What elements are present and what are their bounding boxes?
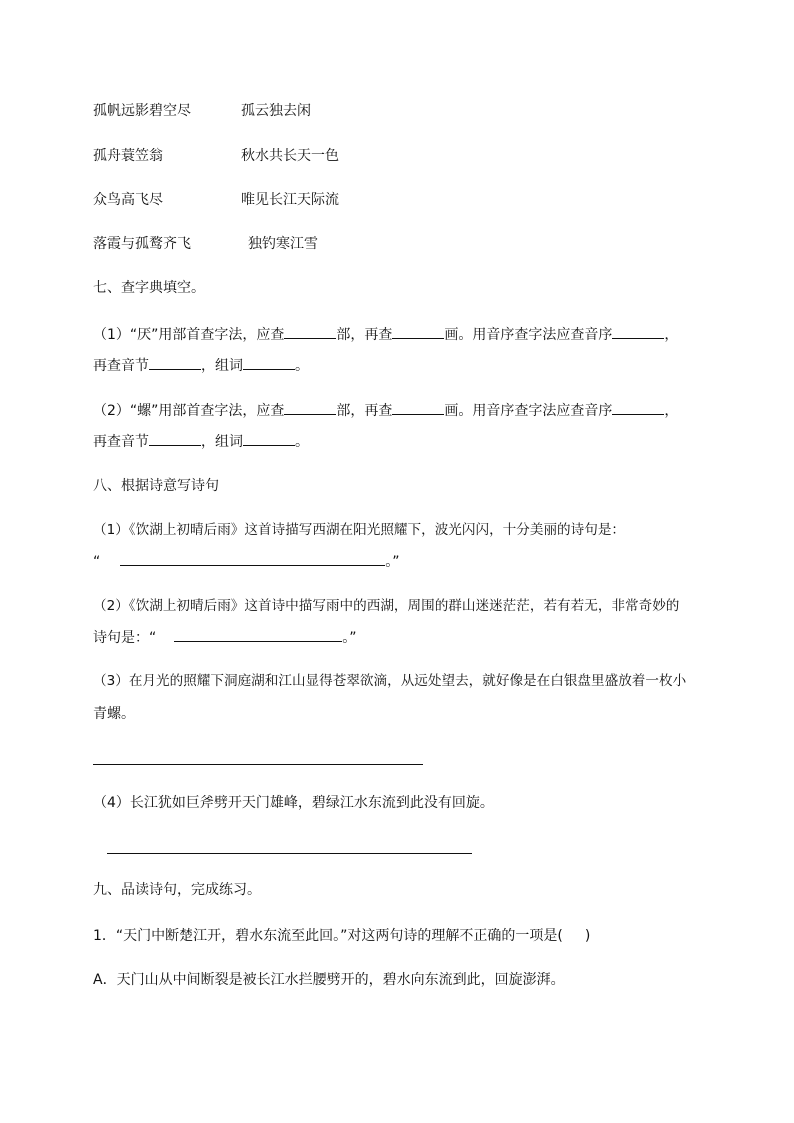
s7-q1-text-b: 部，再查 [336, 327, 393, 343]
match-left-3: 众鸟高飞尽 [93, 192, 163, 208]
section-8-title: 八、根据诗意写诗句 [93, 478, 219, 494]
s7-q2-radical-blank[interactable] [284, 400, 336, 415]
s8-q1-text: （1）《饮湖上初晴后雨》这首诗描写西湖在阳光照耀下，波光闪闪，十分美丽的诗句是： [93, 522, 626, 538]
s7-q1-letter-blank[interactable] [612, 324, 664, 339]
s8-q1-answer-blank[interactable] [120, 551, 385, 566]
s8-q2-answer-blank[interactable] [174, 627, 342, 642]
s7-q1-text-e: 再查音节 [93, 358, 149, 374]
match-left-1: 孤帆远影碧空尽 [93, 103, 191, 119]
match-left-4: 落霞与孤鹜齐飞 [93, 236, 191, 252]
match-right-4: 独钓寒江雪 [248, 236, 318, 252]
s7-q2-text-c: 画。用音序查字法应查音序 [444, 403, 613, 419]
s7-q1-text-g: 。 [295, 358, 309, 374]
s8-q3-text: （3）在月光的照耀下洞庭湖和江山显得苍翠欲滴，从远处望去，就好像是在白银盘里盛放着一枚小 [93, 673, 687, 689]
match-left-2: 孤舟蓑笠翁 [93, 148, 163, 164]
s7-q1-word-blank[interactable] [243, 355, 295, 370]
s8-q4-answer-line[interactable] [107, 853, 472, 854]
s9-q1-close-paren: ) [584, 928, 591, 944]
s7-q1-syllable-blank[interactable] [149, 355, 201, 370]
match-right-3: 唯见长江天际流 [241, 192, 339, 208]
s7-q1-line1 [93, 324, 678, 345]
s8-q3-text-2: 青螺。 [93, 706, 135, 722]
s7-q2-line1 [93, 400, 678, 421]
s9-option-a: A．天门山从中间断裂是被长江水拦腰劈开的，碧水向东流到此，回旋澎湃。 [93, 972, 565, 988]
section-7-title: 七、查字典填空。 [93, 280, 205, 296]
s7-q1-text-d: ， [664, 327, 679, 343]
s8-q3-answer-line[interactable] [93, 764, 423, 765]
s7-q2-line2 [93, 431, 309, 452]
s8-q2-lead: 诗句是：“ [93, 630, 157, 646]
s8-q1-close-quote: 。” [385, 554, 400, 570]
s7-q1-text-f: ，组词 [201, 358, 243, 374]
s8-q1-answer-line [93, 551, 400, 572]
match-right-1: 孤云独去闲 [241, 103, 311, 119]
s7-q2-text-a: （2）“螺”用部首查字法，应查 [93, 403, 285, 419]
s7-q1-text-a: （1）“厌”用部首查字法，应查 [93, 327, 285, 343]
s9-q1-stem: 1．“天门中断楚江开，碧水东流至此回。”对这两句诗的理解不正确的一项是( [93, 928, 563, 944]
s7-q2-text-g: 。 [295, 434, 309, 450]
s8-q2-close-quote: 。” [342, 630, 357, 646]
s7-q2-syllable-blank[interactable] [149, 431, 201, 446]
s7-q1-radical-blank[interactable] [284, 324, 336, 339]
s7-q2-letter-blank[interactable] [612, 400, 664, 415]
s7-q2-text-e: 再查音节 [93, 434, 149, 450]
s7-q2-word-blank[interactable] [243, 431, 295, 446]
s7-q1-strokes-blank[interactable] [392, 324, 444, 339]
section-9-title: 九、品读诗句，完成练习。 [93, 882, 261, 898]
s7-q2-text-d: ， [664, 403, 679, 419]
s7-q2-text-f: ，组词 [201, 434, 243, 450]
s8-q2-text: （2）《饮湖上初晴后雨》这首诗中描写雨中的西湖，周围的群山迷迷茫茫，若有若无，非常奇妙的 [93, 598, 680, 614]
s7-q2-strokes-blank[interactable] [392, 400, 444, 415]
s8-q2-answer-line [93, 627, 357, 648]
match-right-2: 秋水共长天一色 [241, 148, 339, 164]
s7-q1-line2 [93, 355, 309, 376]
s9-q1-text [93, 926, 590, 946]
s7-q1-text-c: 画。用音序查字法应查音序 [444, 327, 613, 343]
s8-q4-text: （4）长江犹如巨斧劈开天门雄峰，碧绿江水东流到此没有回旋。 [93, 795, 494, 811]
s7-q2-text-b: 部，再查 [336, 403, 393, 419]
s8-q1-open-quote: “ [93, 554, 101, 570]
